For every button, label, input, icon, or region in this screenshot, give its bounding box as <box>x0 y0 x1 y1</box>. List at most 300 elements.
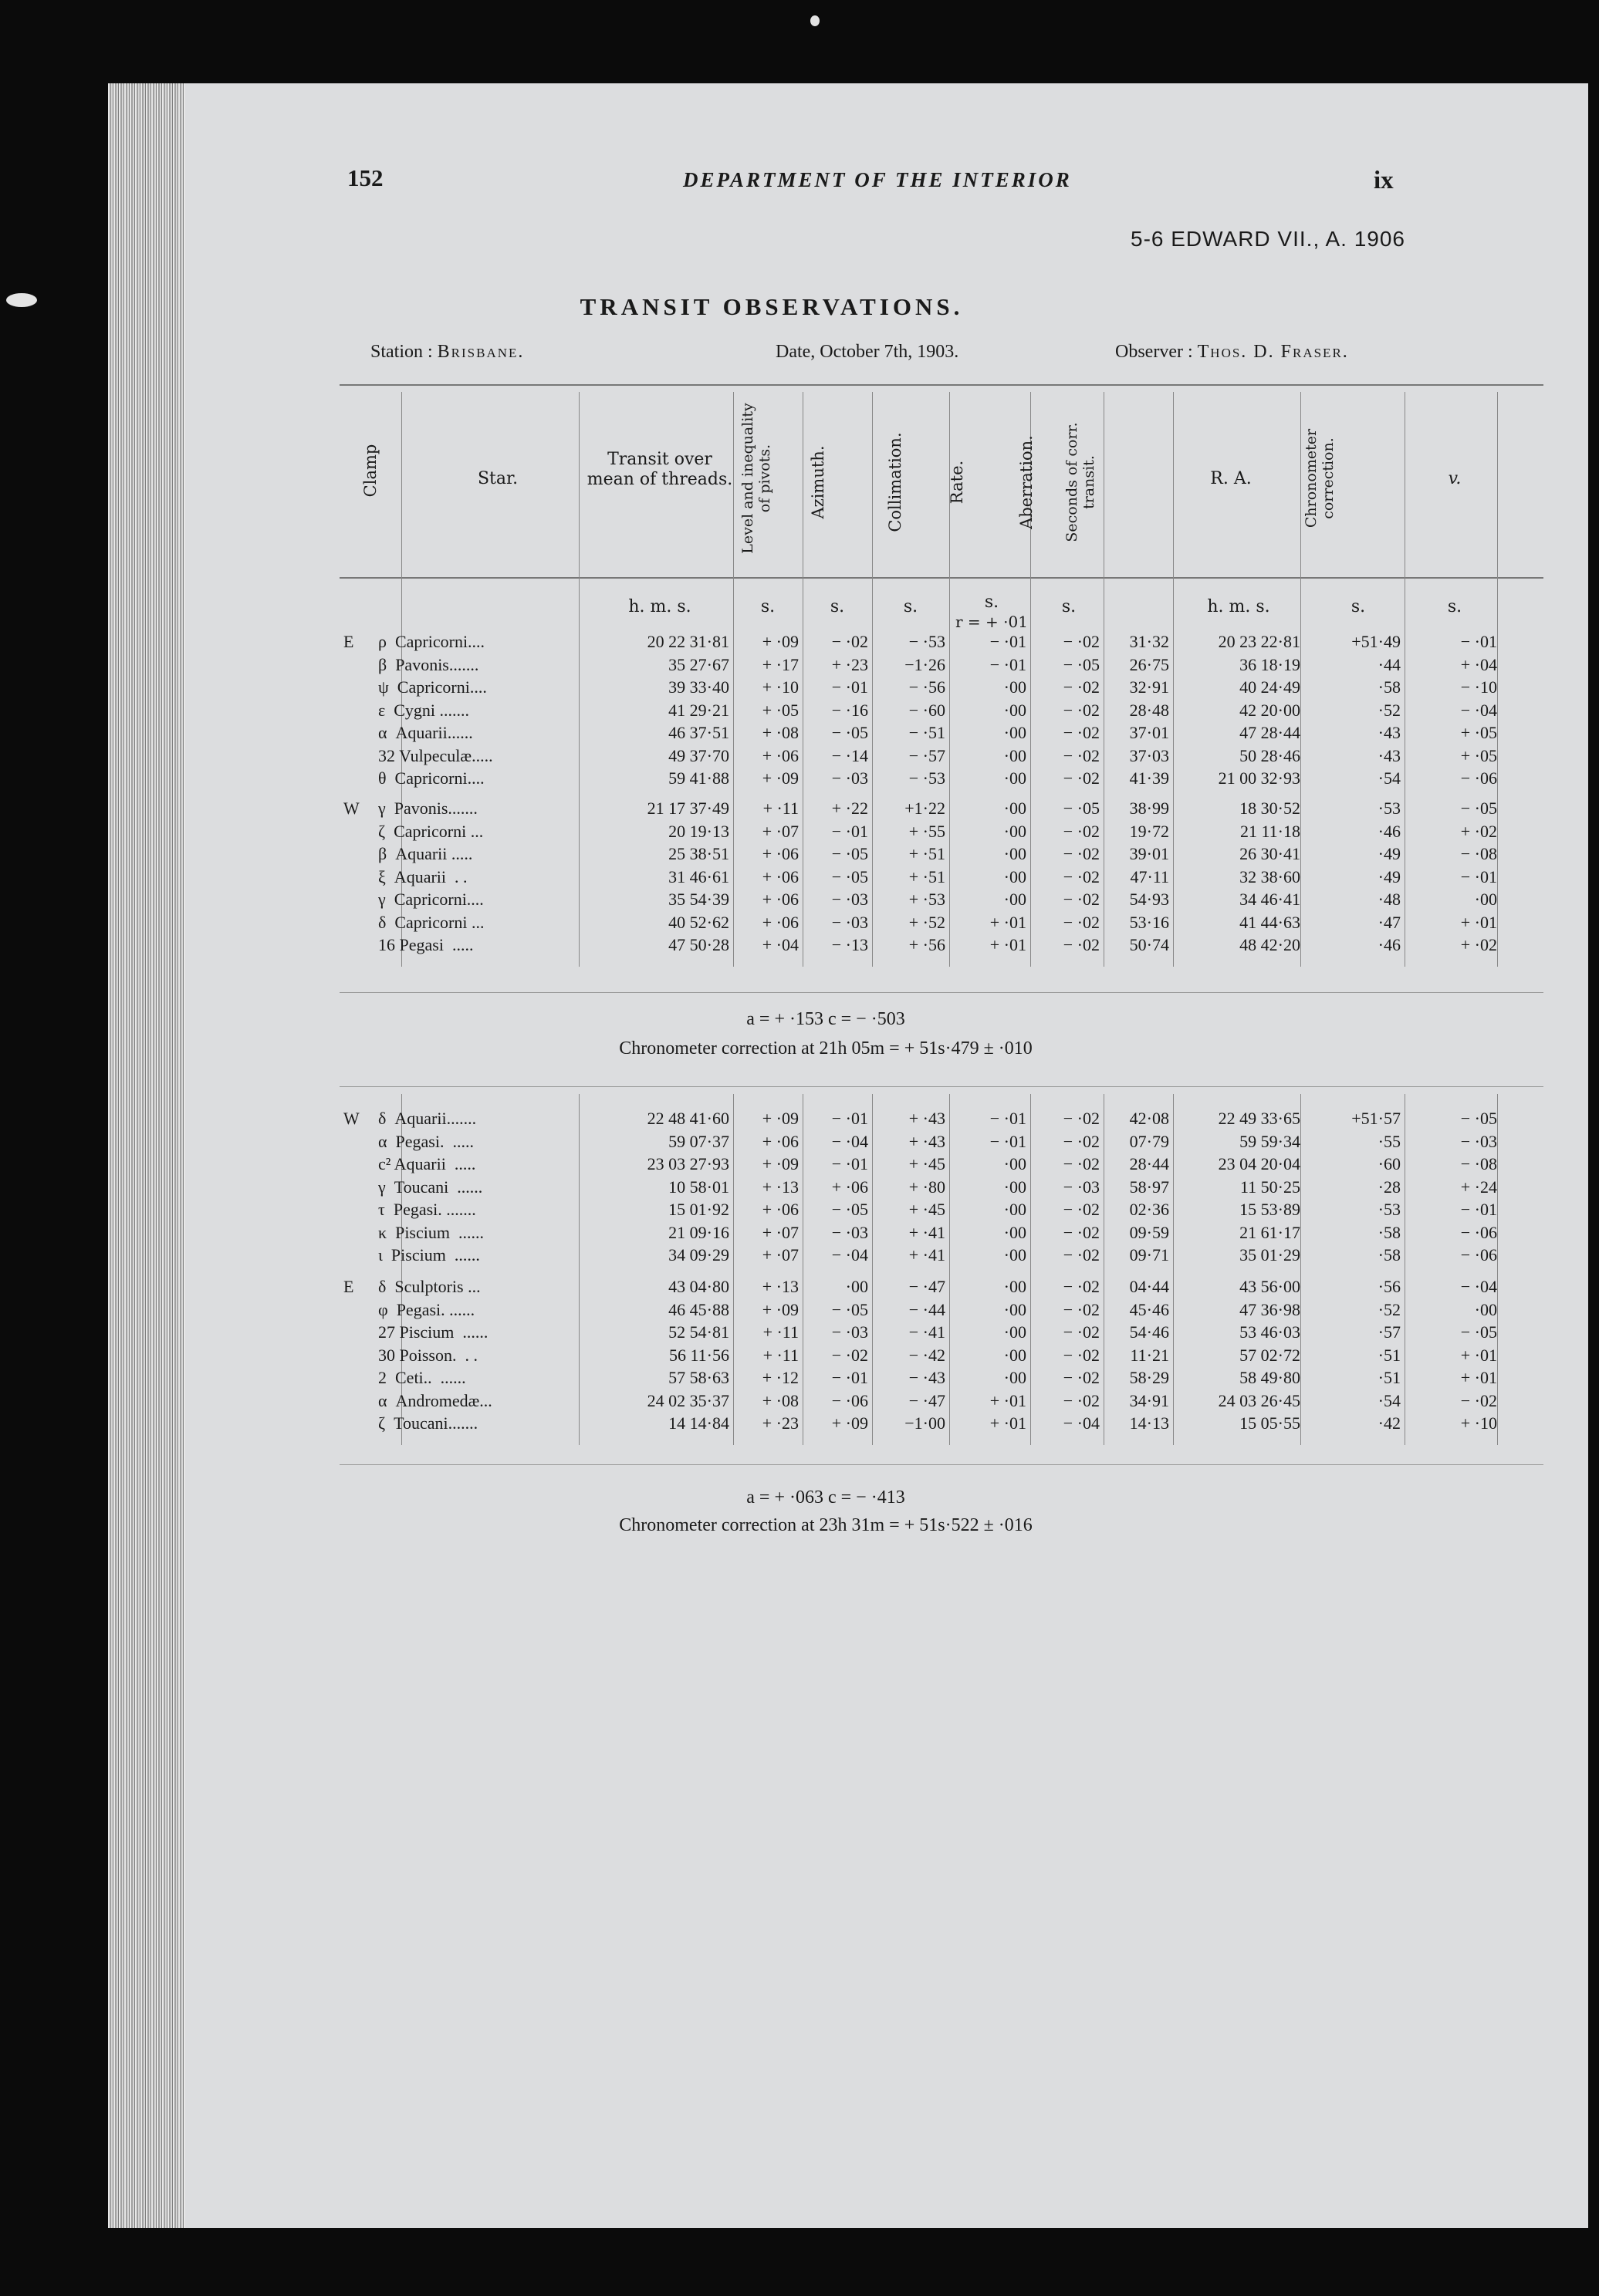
cell-sec: 34·91 <box>1129 1390 1169 1410</box>
cell-level: + ·11 <box>762 799 799 818</box>
cell-coll: + ·53 <box>908 890 945 909</box>
cell-transit: 31 46·61 <box>668 866 729 886</box>
cell-sec: 58·29 <box>1129 1368 1169 1387</box>
cell-v: − ·05 <box>1460 799 1497 818</box>
scan-speck <box>6 293 37 307</box>
page-number: 152 <box>347 164 384 191</box>
cell-chrono: ·52 <box>1378 1299 1401 1319</box>
cell-az: − ·03 <box>831 890 868 909</box>
cell-ra: 20 23 22·81 <box>1218 632 1300 651</box>
station-info <box>370 342 524 363</box>
cell-coll: + ·52 <box>908 912 945 932</box>
cell-aberr: − ·02 <box>1063 1222 1100 1242</box>
cell-level: + ·09 <box>762 1109 799 1128</box>
cell-rate: + ·01 <box>989 1413 1026 1433</box>
cell-level: + ·17 <box>762 654 799 674</box>
cell-aberr: − ·02 <box>1063 935 1100 954</box>
cell-level: + ·08 <box>762 1390 799 1410</box>
cell-transit: 15 01·92 <box>668 1200 729 1219</box>
cell-v: − ·04 <box>1460 1277 1497 1296</box>
column-divider <box>872 392 873 967</box>
cell-coll: − ·47 <box>908 1277 945 1296</box>
cell-aberr: − ·02 <box>1063 866 1100 886</box>
station-label: Station : <box>370 342 433 362</box>
cell-sec: 41·39 <box>1129 768 1169 788</box>
cell-az: − ·01 <box>831 821 868 841</box>
cell-transit: 24 02 35·37 <box>647 1390 729 1410</box>
cell-sec: 45·46 <box>1129 1299 1169 1319</box>
column-divider <box>579 1094 580 1445</box>
cell-chrono: ·58 <box>1378 677 1401 697</box>
cell-sec: 54·93 <box>1129 890 1169 909</box>
cell-star: ψ Capricorni.... <box>378 677 487 697</box>
cell-coll: −1·00 <box>904 1413 945 1433</box>
cell-az: − ·03 <box>831 768 868 788</box>
cell-ra: 34 46·41 <box>1239 890 1300 909</box>
col-head-rate: Rate. <box>948 460 966 505</box>
col-head-level: Level and inequality of pivots. <box>739 403 773 554</box>
unit-collimation: s. <box>903 597 918 616</box>
cell-transit: 49 37·70 <box>668 745 729 765</box>
cell-star: α Andromedæ... <box>378 1390 492 1410</box>
cell-rate: ·00 <box>1003 1322 1026 1342</box>
cell-level: + ·04 <box>762 935 799 954</box>
cell-coll: − ·42 <box>908 1345 945 1365</box>
cell-star: α Pegasi. ..... <box>378 1131 474 1151</box>
cell-chrono: ·53 <box>1378 1200 1401 1219</box>
column-divider <box>1300 392 1301 967</box>
cell-aberr: − ·02 <box>1063 1200 1100 1219</box>
cell-rate: − ·01 <box>989 654 1026 674</box>
summary-1-correction: Chronometer correction at 21h 05m = + 51s·479 ± ·010 <box>619 1038 1033 1059</box>
cell-v: − ·02 <box>1460 1390 1497 1410</box>
cell-sec: 31·32 <box>1129 632 1169 651</box>
cell-aberr: − ·02 <box>1063 745 1100 765</box>
cell-v: − ·06 <box>1460 1245 1497 1264</box>
cell-rate: − ·01 <box>989 1131 1026 1151</box>
cell-sec: 37·03 <box>1129 745 1169 765</box>
cell-coll: + ·43 <box>908 1131 945 1151</box>
cell-chrono: ·57 <box>1378 1322 1401 1342</box>
cell-sec: 50·74 <box>1129 935 1169 954</box>
cell-aberr: − ·02 <box>1063 1368 1100 1387</box>
cell-level: + ·13 <box>762 1177 799 1197</box>
cell-aberr: − ·02 <box>1063 700 1100 720</box>
cell-transit: 59 41·88 <box>668 768 729 788</box>
cell-chrono: ·48 <box>1378 890 1401 909</box>
unit-rate: s. <box>984 593 999 612</box>
cell-sec: 04·44 <box>1129 1277 1169 1296</box>
cell-rate: ·00 <box>1003 844 1026 863</box>
cell-az: − ·03 <box>831 1222 868 1242</box>
cell-aberr: − ·02 <box>1063 912 1100 932</box>
cell-sec: 54·46 <box>1129 1322 1169 1342</box>
cell-star: ι Piscium ...... <box>378 1245 480 1264</box>
cell-coll: − ·57 <box>908 745 945 765</box>
cell-rate: ·00 <box>1003 677 1026 697</box>
cell-v: − ·06 <box>1460 1222 1497 1242</box>
cell-level: + ·10 <box>762 677 799 697</box>
unit-ra: h. m. s. <box>1207 597 1270 616</box>
cell-level: + ·09 <box>762 1299 799 1319</box>
cell-sec: 11·21 <box>1130 1345 1169 1365</box>
unit-v: s. <box>1447 597 1462 616</box>
cell-transit: 25 38·51 <box>668 844 729 863</box>
cell-az: − ·05 <box>831 1200 868 1219</box>
cell-aberr: − ·02 <box>1063 1131 1100 1151</box>
cell-sec: 07·79 <box>1129 1131 1169 1151</box>
cell-az: − ·03 <box>831 912 868 932</box>
col-head-star: Star. <box>477 469 519 488</box>
cell-star: γ Capricorni.... <box>378 890 484 909</box>
header-bottom-rule <box>340 577 1543 579</box>
cell-coll: − ·53 <box>908 768 945 788</box>
cell-chrono: ·53 <box>1378 799 1401 818</box>
cell-aberr: − ·02 <box>1063 1322 1100 1342</box>
cell-rate: ·00 <box>1003 745 1026 765</box>
cell-level: + ·08 <box>762 723 799 742</box>
cell-transit: 23 03 27·93 <box>647 1154 729 1173</box>
column-divider <box>1300 1094 1301 1445</box>
column-divider <box>1030 1094 1031 1445</box>
cell-ra: 24 03 26·45 <box>1218 1390 1300 1410</box>
cell-ra: 15 05·55 <box>1239 1413 1300 1433</box>
cell-star: 32 Vulpeculæ..... <box>378 745 493 765</box>
cell-az: − ·02 <box>831 632 868 651</box>
cell-transit: 21 09·16 <box>668 1222 729 1242</box>
column-divider <box>1497 1094 1498 1445</box>
cell-star: δ Aquarii....... <box>378 1109 477 1128</box>
cell-star: γ Pavonis....... <box>378 799 478 818</box>
cell-rate: + ·01 <box>989 1390 1026 1410</box>
cell-rate: + ·01 <box>989 912 1026 932</box>
cell-coll: + ·45 <box>908 1154 945 1173</box>
cell-level: + ·12 <box>762 1368 799 1387</box>
cell-star: ζ Capricorni ... <box>378 821 484 841</box>
cell-level: + ·07 <box>762 821 799 841</box>
cell-sec: 28·48 <box>1129 700 1169 720</box>
cell-aberr: − ·03 <box>1063 1177 1100 1197</box>
col-head-seconds: Seconds of corr. transit. <box>1063 422 1097 542</box>
cell-az: + ·23 <box>831 654 868 674</box>
cell-v: ·00 <box>1474 890 1497 909</box>
cell-transit: 34 09·29 <box>668 1245 729 1264</box>
group-separator-1 <box>340 992 1543 993</box>
cell-chrono: ·58 <box>1378 1222 1401 1242</box>
cell-star: c² Aquarii ..... <box>378 1154 476 1173</box>
cell-v: − ·03 <box>1460 1131 1497 1151</box>
summary-1-constants: a = + ·153 c = − ·503 <box>746 1009 905 1029</box>
cell-level: + ·06 <box>762 866 799 886</box>
cell-az: − ·05 <box>831 844 868 863</box>
cell-coll: + ·80 <box>908 1177 945 1197</box>
cell-star: α Aquarii...... <box>378 723 473 742</box>
cell-chrono: ·42 <box>1378 1413 1401 1433</box>
cell-aberr: − ·05 <box>1063 654 1100 674</box>
header-top-rule <box>340 384 1543 386</box>
summary-2-constants: a = + ·063 c = − ·413 <box>746 1487 905 1508</box>
cell-v: + ·04 <box>1460 654 1497 674</box>
cell-az: + ·22 <box>831 799 868 818</box>
cell-v: − ·01 <box>1460 866 1497 886</box>
cell-coll: + ·55 <box>908 821 945 841</box>
cell-sec: 42·08 <box>1129 1109 1169 1128</box>
group-separator-3 <box>340 1464 1543 1465</box>
cell-sec: 14·13 <box>1129 1413 1169 1433</box>
cell-sec: 37·01 <box>1129 723 1169 742</box>
cell-chrono: ·58 <box>1378 1245 1401 1264</box>
cell-transit: 52 54·81 <box>668 1322 729 1342</box>
cell-star: 27 Piscium ...... <box>378 1322 488 1342</box>
scan-speck <box>810 15 820 26</box>
cell-rate: ·00 <box>1003 1277 1026 1296</box>
cell-level: + ·11 <box>762 1322 799 1342</box>
cell-transit: 35 54·39 <box>668 890 729 909</box>
cell-star: 2 Ceti.. ...... <box>378 1368 466 1387</box>
cell-chrono: ·43 <box>1378 723 1401 742</box>
cell-aberr: − ·02 <box>1063 1154 1100 1173</box>
cell-coll: − ·53 <box>908 632 945 651</box>
book-page <box>108 83 1588 2228</box>
cell-ra: 47 36·98 <box>1239 1299 1300 1319</box>
cell-rate: ·00 <box>1003 821 1026 841</box>
cell-star: ξ Aquarii . . <box>378 866 468 886</box>
cell-level: + ·06 <box>762 745 799 765</box>
cell-aberr: − ·04 <box>1063 1413 1100 1433</box>
cell-v: − ·01 <box>1460 1200 1497 1219</box>
cell-ra: 53 46·03 <box>1239 1322 1300 1342</box>
cell-az: − ·01 <box>831 1154 868 1173</box>
cell-chrono: ·46 <box>1378 821 1401 841</box>
cell-rate: ·00 <box>1003 1345 1026 1365</box>
cell-chrono: ·55 <box>1378 1131 1401 1151</box>
cell-az: − ·13 <box>831 935 868 954</box>
cell-rate: ·00 <box>1003 1154 1026 1173</box>
running-head: DEPARTMENT OF THE INTERIOR <box>683 168 1072 191</box>
page-edges <box>108 83 185 2228</box>
observer-name: Thos. D. Fraser. <box>1197 342 1349 362</box>
cell-ra: 58 49·80 <box>1239 1368 1300 1387</box>
col-head-azimuth: Azimuth. <box>809 445 827 519</box>
cell-aberr: − ·02 <box>1063 1277 1100 1296</box>
station-name: Brisbane. <box>437 342 525 362</box>
cell-v: + ·02 <box>1460 821 1497 841</box>
cell-level: + ·06 <box>762 1131 799 1151</box>
cell-ra: 42 20·00 <box>1239 700 1300 720</box>
cell-coll: + ·45 <box>908 1200 945 1219</box>
cell-sec: 32·91 <box>1129 677 1169 697</box>
cell-coll: + ·43 <box>908 1109 945 1128</box>
cell-level: + ·07 <box>762 1245 799 1264</box>
cell-az: + ·06 <box>831 1177 868 1197</box>
cell-aberr: − ·05 <box>1063 799 1100 818</box>
cell-star: ρ Capricorni.... <box>378 632 485 651</box>
cell-transit: 39 33·40 <box>668 677 729 697</box>
cell-az: − ·06 <box>831 1390 868 1410</box>
cell-sec: 38·99 <box>1129 799 1169 818</box>
cell-star: β Aquarii ..... <box>378 844 473 863</box>
cell-level: + ·13 <box>762 1277 799 1296</box>
cell-chrono: +51·49 <box>1351 632 1401 651</box>
cell-ra: 40 24·49 <box>1239 677 1300 697</box>
cell-rate: ·00 <box>1003 1368 1026 1387</box>
cell-level: + ·06 <box>762 844 799 863</box>
observer-label: Observer : <box>1115 342 1193 362</box>
unit-aberration: s. <box>1061 597 1077 616</box>
cell-rate: ·00 <box>1003 1200 1026 1219</box>
cell-clamp: E <box>343 632 354 651</box>
cell-az: ·00 <box>845 1277 868 1296</box>
cell-transit: 43 04·80 <box>668 1277 729 1296</box>
cell-transit: 59 07·37 <box>668 1131 729 1151</box>
cell-coll: + ·56 <box>908 935 945 954</box>
cell-aberr: − ·02 <box>1063 821 1100 841</box>
cell-ra: 35 01·29 <box>1239 1245 1300 1264</box>
col-head-transit: Transit over mean of threads. <box>587 450 733 489</box>
cell-rate: ·00 <box>1003 799 1026 818</box>
cell-rate: + ·01 <box>989 935 1026 954</box>
cell-chrono: ·60 <box>1378 1154 1401 1173</box>
column-divider <box>733 392 734 967</box>
cell-level: + ·05 <box>762 700 799 720</box>
cell-ra: 48 42·20 <box>1239 935 1300 954</box>
cell-level: + ·09 <box>762 768 799 788</box>
cell-transit: 22 48 41·60 <box>647 1109 729 1128</box>
cell-chrono: ·49 <box>1378 866 1401 886</box>
cell-ra: 50 28·46 <box>1239 745 1300 765</box>
cell-az: − ·16 <box>831 700 868 720</box>
cell-v: ·00 <box>1474 1299 1497 1319</box>
cell-transit: 46 37·51 <box>668 723 729 742</box>
cell-rate: ·00 <box>1003 1299 1026 1319</box>
col-head-collimation: Collimation. <box>886 432 904 532</box>
cell-chrono: ·51 <box>1378 1368 1401 1387</box>
cell-ra: 21 00 32·93 <box>1218 768 1300 788</box>
cell-ra: 57 02·72 <box>1239 1345 1300 1365</box>
col-head-chronometer: Chronometer correction. <box>1303 428 1337 528</box>
cell-rate: ·00 <box>1003 723 1026 742</box>
cell-az: − ·05 <box>831 723 868 742</box>
unit-azimuth: s. <box>830 597 845 616</box>
column-divider <box>733 1094 734 1445</box>
cell-coll: −1·26 <box>904 654 945 674</box>
cell-level: + ·09 <box>762 632 799 651</box>
unit-chronometer: s. <box>1351 597 1366 616</box>
cell-rate: ·00 <box>1003 700 1026 720</box>
cell-ra: 21 61·17 <box>1239 1222 1300 1242</box>
cell-v: − ·08 <box>1460 844 1497 863</box>
cell-coll: − ·51 <box>908 723 945 742</box>
column-divider <box>1497 392 1498 967</box>
cell-star: β Pavonis....... <box>378 654 479 674</box>
cell-az: − ·04 <box>831 1131 868 1151</box>
cell-aberr: − ·02 <box>1063 890 1100 909</box>
cell-ra: 21 11·18 <box>1239 821 1300 841</box>
cell-ra: 41 44·63 <box>1239 912 1300 932</box>
cell-v: − ·08 <box>1460 1154 1497 1173</box>
cell-transit: 14 14·84 <box>668 1413 729 1433</box>
cell-transit: 57 58·63 <box>668 1368 729 1387</box>
col-head-ra: R. A. <box>1210 469 1252 488</box>
cell-transit: 20 19·13 <box>668 821 729 841</box>
cell-sec: 39·01 <box>1129 844 1169 863</box>
cell-transit: 20 22 31·81 <box>647 632 729 651</box>
cell-star: ε Cygni ....... <box>378 700 470 720</box>
cell-v: + ·01 <box>1460 912 1497 932</box>
cell-v: − ·01 <box>1460 632 1497 651</box>
cell-ra: 22 49 33·65 <box>1218 1109 1300 1128</box>
cell-ra: 43 56·00 <box>1239 1277 1300 1296</box>
observation-date: Date, October 7th, 1903. <box>776 342 959 362</box>
cell-chrono: ·56 <box>1378 1277 1401 1296</box>
cell-level: + ·06 <box>762 912 799 932</box>
cell-coll: + ·51 <box>908 844 945 863</box>
cell-ra: 36 18·19 <box>1239 654 1300 674</box>
cell-level: + ·11 <box>762 1345 799 1365</box>
cell-coll: + ·51 <box>908 866 945 886</box>
cell-star: ζ Toucani....... <box>378 1413 478 1433</box>
cell-az: − ·14 <box>831 745 868 765</box>
cell-rate: ·00 <box>1003 1222 1026 1242</box>
summary-2-correction: Chronometer correction at 23h 31m = + 51s·522 ± ·016 <box>619 1515 1033 1535</box>
cell-v: + ·05 <box>1460 745 1497 765</box>
cell-level: + ·07 <box>762 1222 799 1242</box>
cell-chrono: ·44 <box>1378 654 1401 674</box>
cell-sec: 47·11 <box>1130 866 1169 886</box>
col-head-v: v. <box>1448 469 1462 488</box>
cell-sec: 19·72 <box>1129 821 1169 841</box>
cell-az: − ·01 <box>831 1109 868 1128</box>
cell-star: κ Piscium ...... <box>378 1222 484 1242</box>
cell-coll: + ·41 <box>908 1222 945 1242</box>
cell-sec: 53·16 <box>1129 912 1169 932</box>
cell-chrono: +51·57 <box>1351 1109 1401 1128</box>
cell-v: + ·05 <box>1460 723 1497 742</box>
cell-v: − ·05 <box>1460 1109 1497 1128</box>
cell-chrono: ·51 <box>1378 1345 1401 1365</box>
cell-star: θ Capricorni.... <box>378 768 485 788</box>
cell-sec: 09·71 <box>1129 1245 1169 1264</box>
cell-v: + ·02 <box>1460 935 1497 954</box>
cell-level: + ·23 <box>762 1413 799 1433</box>
cell-aberr: − ·02 <box>1063 1109 1100 1128</box>
cell-az: − ·05 <box>831 1299 868 1319</box>
cell-coll: +1·22 <box>904 799 945 818</box>
cell-az: − ·04 <box>831 1245 868 1264</box>
cell-coll: + ·41 <box>908 1245 945 1264</box>
column-divider <box>949 1094 950 1445</box>
cell-rate: ·00 <box>1003 1177 1026 1197</box>
cell-transit: 10 58·01 <box>668 1177 729 1197</box>
cell-ra: 15 53·89 <box>1239 1200 1300 1219</box>
rate-value: r = + ·01 <box>955 613 1028 631</box>
cell-level: + ·09 <box>762 1154 799 1173</box>
cell-chrono: ·28 <box>1378 1177 1401 1197</box>
cell-chrono: ·54 <box>1378 768 1401 788</box>
col-head-clamp: Clamp <box>361 444 380 498</box>
cell-ra: 47 28·44 <box>1239 723 1300 742</box>
cell-sec: 28·44 <box>1129 1154 1169 1173</box>
cell-rate: ·00 <box>1003 866 1026 886</box>
cell-transit: 46 45·88 <box>668 1299 729 1319</box>
cell-v: + ·01 <box>1460 1345 1497 1365</box>
cell-star: τ Pegasi. ....... <box>378 1200 476 1219</box>
cell-sec: 58·97 <box>1129 1177 1169 1197</box>
column-divider <box>872 1094 873 1445</box>
cell-coll: − ·47 <box>908 1390 945 1410</box>
table-title: TRANSIT OBSERVATIONS. <box>580 293 964 320</box>
cell-aberr: − ·02 <box>1063 1345 1100 1365</box>
